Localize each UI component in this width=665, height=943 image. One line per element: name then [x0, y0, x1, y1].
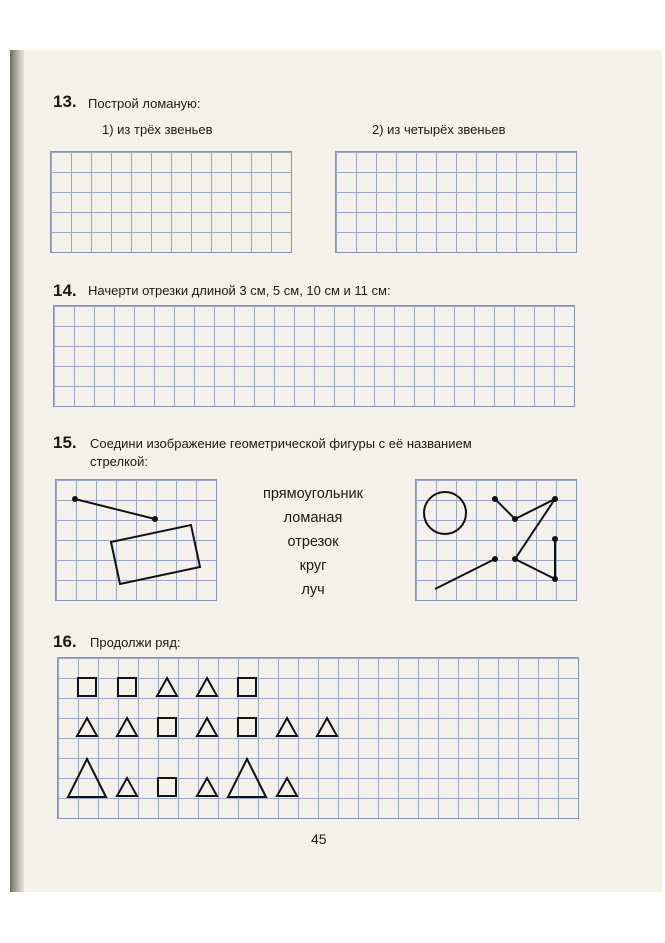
task-14-number: 14. — [53, 281, 77, 300]
sequence-square — [118, 678, 136, 696]
ray-origin — [492, 556, 498, 562]
ray-line — [435, 559, 495, 589]
task-15-left-figures — [55, 479, 215, 599]
word-segment[interactable]: отрезок — [287, 534, 339, 550]
sequence-triangle — [157, 678, 177, 696]
task-13-grid-2[interactable] — [335, 151, 577, 253]
task-13-grid-1[interactable] — [50, 151, 292, 253]
polyline-vertex — [512, 516, 518, 522]
segment-endpoint — [72, 496, 78, 502]
sequence-triangle — [117, 778, 137, 796]
task-16-number: 16. — [53, 632, 77, 651]
task-13-text: Построй ломаную: — [88, 96, 201, 111]
sequence-triangle — [277, 718, 297, 736]
task-16-text: Продолжи ряд: — [90, 635, 181, 650]
task-15-number: 15. — [53, 433, 77, 452]
word-rectangle[interactable]: прямоугольник — [263, 486, 363, 502]
book-spine — [10, 50, 24, 892]
sequence-triangle — [197, 718, 217, 736]
sequence-square — [238, 718, 256, 736]
task-14-grid[interactable] — [53, 305, 575, 407]
rectangle-shape — [111, 525, 200, 584]
word-polyline[interactable]: ломаная — [283, 510, 343, 526]
polyline-shape — [495, 499, 555, 559]
polyline-2-shape — [515, 539, 555, 579]
sequence-triangle — [77, 718, 97, 736]
sequence-square — [158, 778, 176, 796]
task-16-sequence — [57, 657, 577, 817]
polyline-2-vertex — [552, 576, 558, 582]
word-ray[interactable]: луч — [301, 582, 325, 598]
page-number: 45 — [311, 831, 327, 847]
circle-shape — [424, 492, 466, 534]
task-14-text: Начерти отрезки длиной 3 см, 5 см, 10 см и 11 см: — [88, 283, 391, 298]
task-13-subtask-2: 2) из четырёх звеньев — [372, 122, 506, 137]
word-circle[interactable]: круг — [299, 558, 327, 574]
sequence-triangle — [117, 718, 137, 736]
task-13-number: 13. — [53, 92, 77, 111]
task-15-right-figures — [415, 479, 575, 599]
sequence-triangle — [317, 718, 337, 736]
sequence-triangle — [197, 778, 217, 796]
polyline-vertex — [552, 496, 558, 502]
sequence-square — [78, 678, 96, 696]
segment-line — [75, 499, 155, 519]
polyline-2-vertex — [552, 536, 558, 542]
sequence-triangle — [277, 778, 297, 796]
sequence-big-triangle — [68, 759, 106, 797]
segment-endpoint — [152, 516, 158, 522]
sequence-triangle — [197, 678, 217, 696]
sequence-square — [158, 718, 176, 736]
task-15-text-line-1: Соедини изображение геометрической фигуры с её названием — [90, 436, 472, 451]
sequence-square — [238, 678, 256, 696]
polyline-vertex — [492, 496, 498, 502]
task-13-subtask-1: 1) из трёх звеньев — [102, 122, 213, 137]
sequence-big-triangle — [228, 759, 266, 797]
task-15-text-line-2: стрелкой: — [90, 454, 149, 469]
